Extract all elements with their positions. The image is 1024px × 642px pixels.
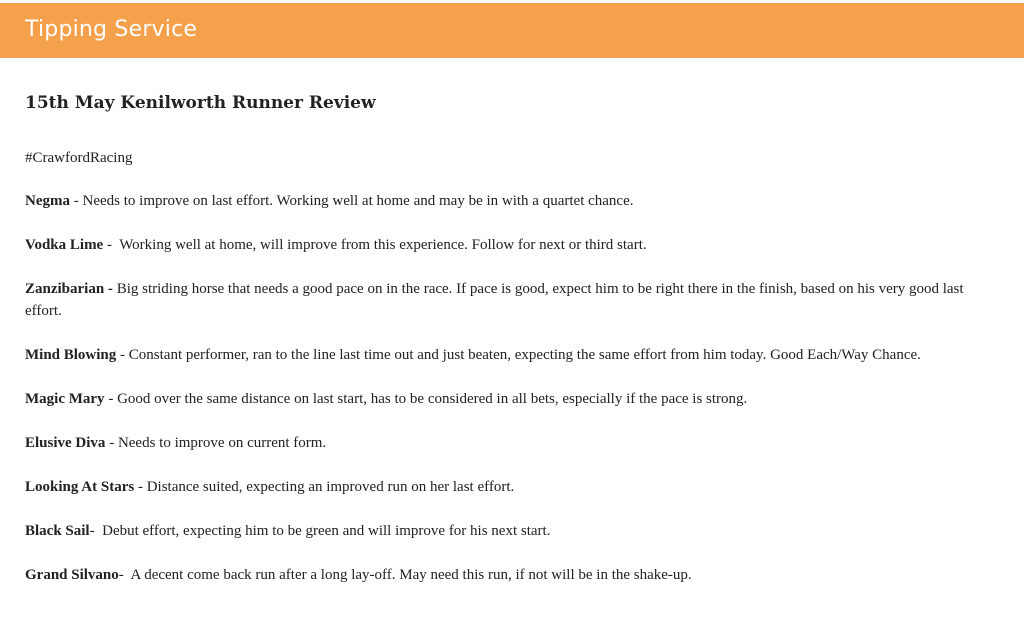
hashtag-link[interactable]: #CrawfordRacing: [25, 150, 133, 166]
runner-name: Elusive Diva: [25, 435, 106, 451]
runner-comment: Good over the same distance on last start, has to be considered in all bets, especially if the pace is strong.: [117, 391, 748, 407]
runner-entry-grand-silvano: [25, 564, 995, 586]
runner-comment: Working well at home, will improve from this experience. Follow for next or third start.: [119, 237, 647, 253]
runner-comment: Needs to improve on last effort. Working well at home and may be in with a quartet chance.: [82, 193, 634, 209]
runner-comment: Big striding horse that needs a good pace on in the race. If pace is good, expect him to be right there in the finish, based on his very good last effort.: [25, 281, 964, 319]
runner-name: Mind Blowing: [25, 347, 117, 363]
article-content: [25, 90, 995, 608]
runner-entry-zanzibarian: [25, 278, 995, 322]
runner-entry-negma: [25, 190, 995, 212]
runner-entry-looking-at-stars: [25, 476, 995, 498]
runner-name: Negma: [25, 193, 70, 209]
runner-comment: Debut effort, expecting him to be green and will improve for his next start.: [102, 523, 551, 539]
page-title: 15th May Kenilworth Runner Review: [25, 93, 376, 113]
runner-separator: -: [70, 193, 83, 209]
runner-separator: -: [134, 479, 147, 495]
runner-entry-vodka-lime: [25, 234, 995, 256]
runner-separator: -: [118, 567, 131, 583]
runner-entry-mind-blowing: [25, 344, 995, 366]
runner-comment: A decent come back run after a long lay-off. May need this run, if not will be in the shake-up.: [130, 567, 692, 583]
site-header: [0, 3, 1024, 58]
runner-comment: Distance suited, expecting an improved run on her last effort.: [146, 479, 515, 495]
runner-entry-magic-mary: [25, 388, 995, 410]
runner-comment: Constant performer, ran to the line last time out and just beaten, expecting the same effort from him today. Good Each/Way Chance.: [128, 347, 921, 363]
runner-entry-black-sail: [25, 520, 995, 542]
runner-separator: -: [104, 391, 118, 407]
runner-separator: -: [116, 347, 129, 363]
runner-separator: -: [89, 523, 103, 539]
runner-name: Looking At Stars: [25, 479, 135, 495]
runner-separator: -: [105, 435, 118, 451]
runner-name: Zanzibarian -: [25, 281, 113, 297]
runner-name: Black Sail: [25, 523, 90, 539]
runner-name: Magic Mary: [25, 391, 105, 407]
runner-name: Grand Silvano: [25, 567, 119, 583]
site-title[interactable]: Tipping Service: [25, 17, 198, 42]
runner-name: Vodka Lime: [25, 237, 104, 253]
runner-entry-elusive-diva: [25, 432, 995, 454]
runner-separator: -: [103, 237, 120, 253]
runner-comment: Needs to improve on current form.: [117, 435, 327, 451]
